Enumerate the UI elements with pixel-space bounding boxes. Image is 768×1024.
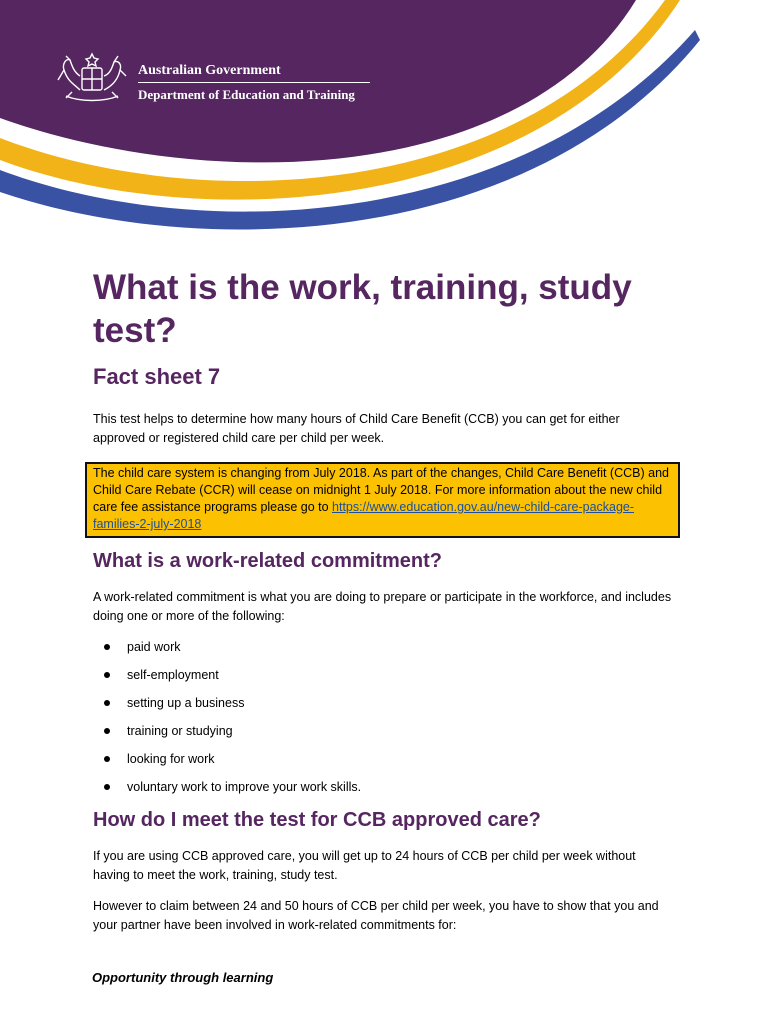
notice-text: The child care system is changing from July 2018. As part of the changes, Child Care Benefit (CCB) and Child Care Rebate (CCR) will cease on midnight 1 July 2018. For more information about the new child care fee assistance programs please go to [93, 466, 669, 514]
department-name: Department of Education and Training [138, 87, 355, 102]
notice-link[interactable]: https://www.education.gov.au/new-child-care-package-families-2-july-2018 [93, 500, 635, 531]
coat-of-arms-icon [52, 48, 132, 104]
commitment-paragraph: A work-related commitment is what you are doing to prepare or participate in the workforce, and includes doing one or more of the following: [93, 590, 672, 623]
page-title: What is the work, training, study test? [93, 268, 632, 350]
section-heading-commitment: What is a work-related commitment? [93, 550, 442, 572]
header-banner [0, 0, 768, 240]
list-item: training or studying [93, 722, 361, 750]
list-item: voluntary work to improve your work skills. [93, 778, 361, 806]
ccb-paragraph-1: If you are using CCB approved care, you will get up to 24 hours of CCB per child per week without having to meet the work, training, study test. [93, 849, 636, 882]
list-item: self-employment [93, 666, 361, 694]
logo-divider [138, 82, 370, 83]
list-item: paid work [93, 638, 361, 666]
footer-tagline: Opportunity through learning [92, 970, 274, 985]
section-heading-ccb: How do I meet the test for CCB approved care? [93, 809, 541, 831]
government-name: Australian Government [138, 63, 281, 78]
government-logo [52, 48, 382, 108]
notice-box [85, 462, 680, 538]
ccb-paragraph-2: However to claim between 24 and 50 hours of CCB per child per week, you have to show that you and your partner have been involved in work-related commitments for: [93, 899, 659, 932]
commitment-list [93, 638, 361, 806]
fact-sheet-label: Fact sheet 7 [93, 364, 221, 389]
list-item: setting up a business [93, 694, 361, 722]
list-item: looking for work [93, 750, 361, 778]
intro-paragraph: This test helps to determine how many hours of Child Care Benefit (CCB) you can get for either approved or registered child care per child per week. [93, 412, 620, 445]
